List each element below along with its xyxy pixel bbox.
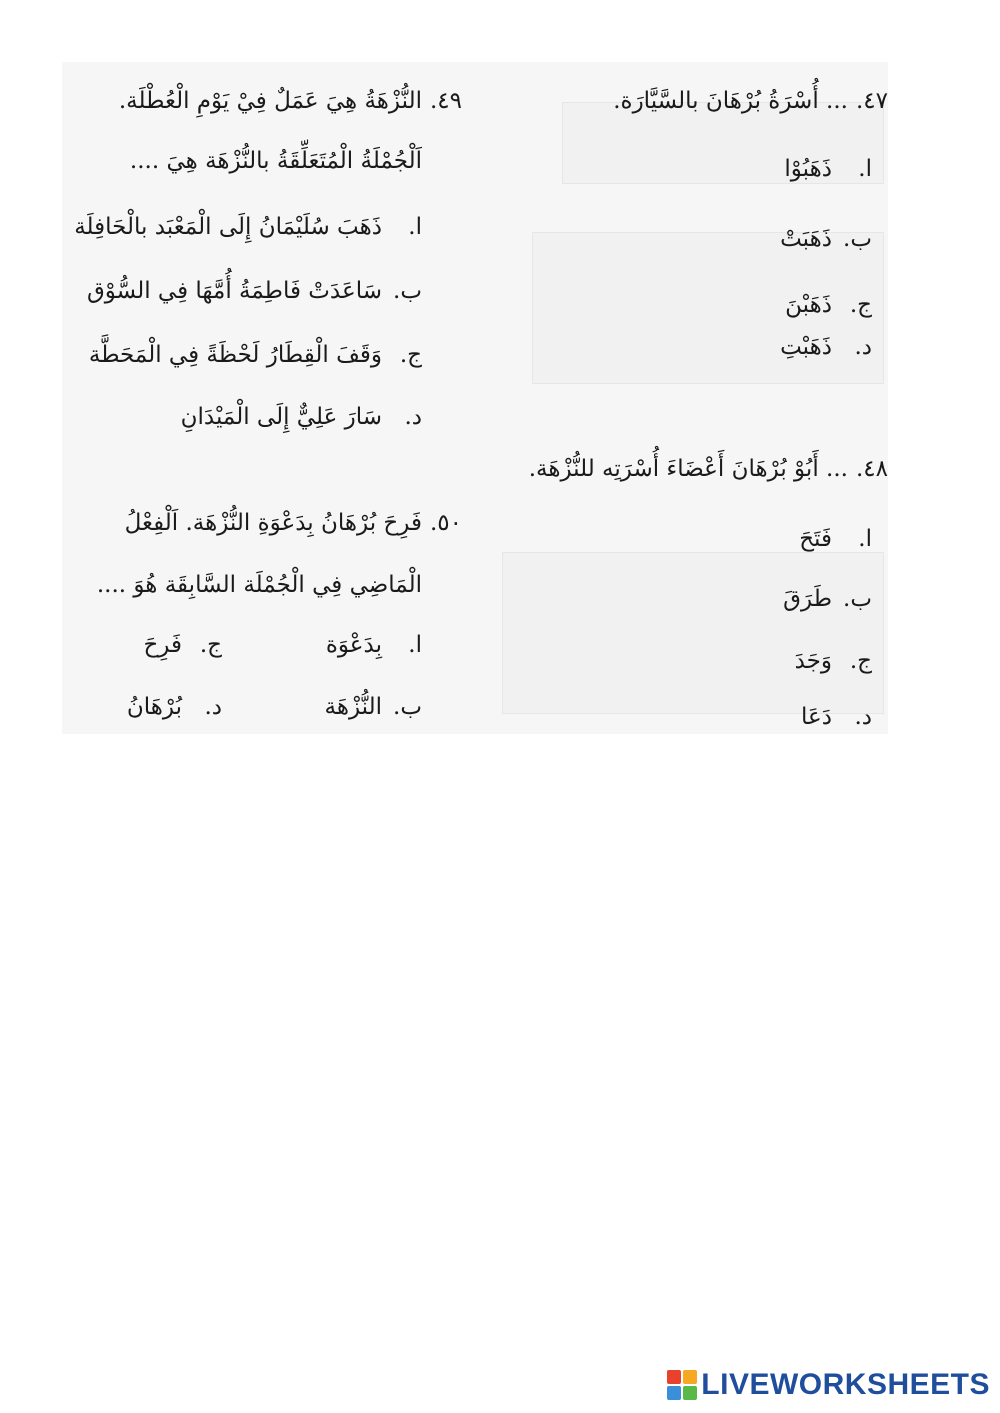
question-47-option-b[interactable] (780, 222, 872, 256)
question-47-stem: ... أُسْرَةُ بُرْهَانَ بالسَّيَّارَة. (613, 88, 848, 114)
question-50-stem-1: فَرِحَ بُرْهَانُ بِدَعْوَةِ النُّزْهَة. اَلْفِعْلُ (124, 510, 422, 536)
option-text: ذَهَبُوْا (784, 156, 832, 182)
question-50-option-b[interactable] (325, 690, 423, 724)
option-text: وَجَدَ (794, 648, 832, 674)
question-50-number: ٥٠. (429, 510, 462, 536)
option-letter: ب. (843, 226, 872, 252)
option-text: النُّزْهَة (324, 694, 382, 720)
option-letter: ب. (393, 278, 422, 304)
background-artifact (502, 552, 884, 714)
question-49-number: ٤٩. (429, 88, 462, 114)
option-text: ذَهَبَتْ (780, 226, 832, 252)
option-text: سَاعَدَتْ فَاطِمَةُ أُمَّهَا فِي السُّوْق (86, 278, 382, 304)
option-text: ذَهَبْنَ (785, 292, 832, 318)
option-text: فَرِحَ (143, 632, 182, 658)
option-letter: ج. (199, 632, 222, 658)
option-letter: ج. (849, 292, 872, 318)
logo-tile (667, 1386, 681, 1400)
option-letter: ج. (399, 342, 422, 368)
question-50-stem-line-1 (125, 506, 462, 540)
question-48-option-a[interactable] (799, 522, 872, 556)
brand-name: LIVEWORKSHEETS (701, 1368, 990, 1401)
option-letter: ا. (408, 632, 422, 658)
liveworksheets-brand[interactable] (667, 1365, 990, 1405)
option-letter: د. (854, 704, 872, 730)
question-49-option-a[interactable] (74, 210, 422, 244)
question-49-stem-line-2: اَلْجُمْلَةُ الْمُتَعَلِّقَةُ بالنُّزْهَة هِيَ .... (129, 148, 422, 174)
question-50-stem-line-2: الْمَاضِي فِي الْجُمْلَة السَّابِقَة هُوَ .... (96, 572, 422, 598)
question-47-option-d[interactable] (780, 330, 872, 364)
option-text: ذَهَبْتِ (780, 334, 832, 360)
question-48-option-b[interactable] (783, 582, 872, 616)
logo-tile (683, 1386, 697, 1400)
question-48-stem: ... أَبُوْ بُرْهَانَ أَعْضَاءَ أُسْرَتِه للنُّزْهَة. (528, 456, 848, 482)
question-47-number: ٤٧. (855, 88, 888, 114)
question-48-option-d[interactable] (801, 700, 872, 734)
option-text: وَقَفَ الْقِطَارُ لَحْظَةً فِي الْمَحَطَّة (88, 342, 382, 368)
question-48-option-c[interactable] (795, 644, 872, 678)
question-50-option-d[interactable] (127, 690, 222, 724)
logo-tile (667, 1370, 681, 1384)
option-text: دَعَا (801, 704, 832, 730)
option-letter: ا. (408, 214, 422, 240)
question-47-option-a[interactable] (784, 152, 872, 186)
question-49-option-c[interactable] (89, 338, 422, 372)
option-letter: ا. (858, 156, 872, 182)
option-text: سَارَ عَلِيٌّ إِلَى الْمَيْدَانِ (180, 404, 382, 430)
option-letter: د. (204, 694, 222, 720)
question-48-number: ٤٨. (855, 456, 888, 482)
question-49-stem-1: النُّزْهَةُ هِيَ عَمَلٌ فِيْ يَوْمِ الْعُطْلَة. (118, 88, 422, 114)
option-text: طَرَقَ (783, 586, 832, 612)
question-49-stem-line-1 (119, 84, 462, 118)
question-49-option-b[interactable] (87, 274, 422, 308)
option-text: بُرْهَانُ (126, 694, 182, 720)
option-text: ذَهَبَ سُلَيْمَانُ إِلَى الْمَعْبَد بالْحَافِلَة (74, 214, 382, 240)
option-text: بِدَعْوَة (325, 632, 382, 658)
question-50-option-c[interactable] (143, 628, 222, 662)
option-letter: ب. (393, 694, 422, 720)
question-49-option-d[interactable] (181, 400, 422, 434)
question-48-stem-line (529, 452, 888, 486)
question-47-option-c[interactable] (785, 288, 872, 322)
logo-tile (683, 1370, 697, 1384)
option-letter: ج. (849, 648, 872, 674)
option-letter: د. (404, 404, 422, 430)
option-letter: ب. (843, 586, 872, 612)
liveworksheets-logo-icon (667, 1370, 697, 1400)
option-letter: ا. (858, 526, 872, 552)
question-47-stem-line (613, 84, 888, 118)
question-50-option-a[interactable] (326, 628, 422, 662)
option-letter: د. (854, 334, 872, 360)
option-text: فَتَحَ (799, 526, 832, 552)
